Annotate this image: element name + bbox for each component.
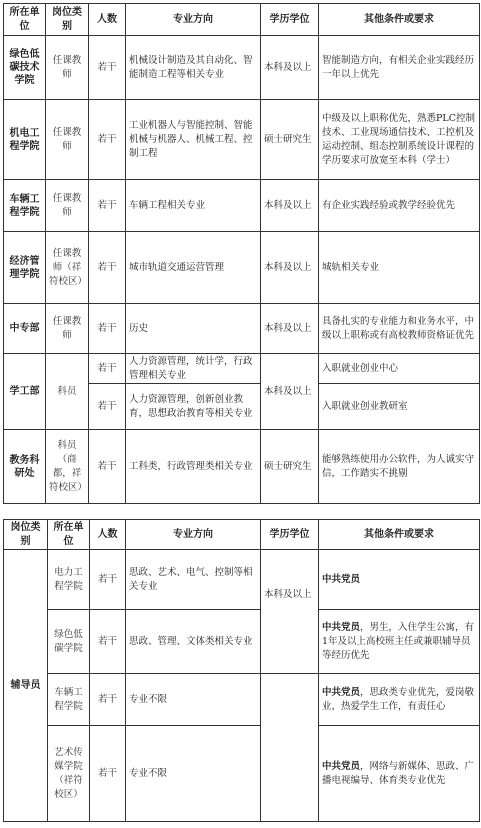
category-cell: 任课教师 bbox=[46, 304, 89, 354]
category-cell: 辅导员 bbox=[4, 550, 48, 822]
degree-cell: 本科及以上 bbox=[261, 304, 319, 354]
requirements-cell: 有企业实践经验或教学经验优先 bbox=[319, 180, 480, 232]
party-member-requirement: 中共党员 bbox=[322, 686, 361, 698]
major-cell: 历史 bbox=[126, 304, 261, 354]
unit-cell: 车辆工程学院 bbox=[48, 674, 90, 726]
category-cell: 任课教师 bbox=[46, 180, 89, 232]
major-cell: 人力资源管理，统计学，行政管理相关专业 bbox=[126, 354, 261, 384]
requirements-cell: 具备扎实的专业能力和业务水平，中级以上职称或有高校教师资格证优先 bbox=[319, 304, 480, 354]
requirements-cell bbox=[319, 550, 480, 610]
party-member-requirement: 中共党员 bbox=[322, 573, 361, 585]
major-cell: 城市轨道交通运营管理 bbox=[126, 232, 261, 304]
requirements-cell: 入职就业创业教研室 bbox=[319, 384, 480, 430]
party-member-requirement: 中共党员 bbox=[322, 621, 361, 633]
unit-cell: 机电工程学院 bbox=[4, 100, 46, 180]
requirements-cell bbox=[319, 610, 480, 674]
column-header: 所在单位 bbox=[48, 520, 90, 550]
column-header: 专业方向 bbox=[126, 4, 261, 36]
table-row bbox=[4, 430, 480, 504]
column-header: 其他条件或要求 bbox=[319, 520, 480, 550]
table-row bbox=[4, 180, 480, 232]
requirements-cell: 能够熟练使用办公软件，为人诚实守信，工作踏实不挑剔 bbox=[319, 430, 480, 504]
unit-cell: 绿色低碳技术学院 bbox=[4, 36, 46, 100]
unit-cell: 中专部 bbox=[4, 304, 46, 354]
category-cell: 科员 bbox=[46, 354, 89, 430]
degree-cell: 硕士研究生 bbox=[261, 100, 319, 180]
column-header: 人数 bbox=[90, 520, 126, 550]
count-cell: 若干 bbox=[89, 232, 126, 304]
category-cell: 任课教师 bbox=[46, 100, 89, 180]
major-cell: 思政、管理、文体类相关专业 bbox=[126, 610, 261, 674]
major-cell: 专业不限 bbox=[126, 674, 261, 726]
count-cell: 若干 bbox=[90, 550, 126, 610]
recruitment-table-faculty bbox=[3, 3, 480, 504]
unit-cell: 绿色低碳学院 bbox=[48, 610, 90, 674]
degree-cell: 硕士研究生 bbox=[261, 430, 319, 504]
count-cell: 若干 bbox=[90, 726, 126, 822]
party-member-requirement: 中共党员 bbox=[322, 760, 361, 772]
count-cell: 若干 bbox=[89, 384, 126, 430]
requirements-cell bbox=[319, 726, 480, 822]
column-header: 专业方向 bbox=[126, 520, 261, 550]
unit-cell: 学工部 bbox=[4, 354, 46, 430]
column-header: 学历学位 bbox=[261, 4, 319, 36]
table-row bbox=[4, 550, 480, 610]
column-header: 岗位类别 bbox=[46, 4, 89, 36]
major-cell: 思政、艺术、电气、控制等相关专业 bbox=[126, 550, 261, 610]
table-header-row bbox=[4, 4, 480, 36]
count-cell: 若干 bbox=[89, 304, 126, 354]
degree-cell: 本科及以上 bbox=[261, 36, 319, 100]
major-cell: 工科类，行政管理类相关专业 bbox=[126, 430, 261, 504]
column-header: 学历学位 bbox=[261, 520, 319, 550]
unit-cell: 教务科研处 bbox=[4, 430, 46, 504]
table-row bbox=[4, 354, 480, 384]
count-cell: 若干 bbox=[90, 610, 126, 674]
major-cell: 车辆工程相关专业 bbox=[126, 180, 261, 232]
unit-cell: 电力工程学院 bbox=[48, 550, 90, 610]
table-row bbox=[4, 726, 480, 822]
column-header: 其他条件或要求 bbox=[319, 4, 480, 36]
column-header: 人数 bbox=[89, 4, 126, 36]
table-row bbox=[4, 610, 480, 674]
category-cell: 任课教师 bbox=[46, 36, 89, 100]
table-row bbox=[4, 304, 480, 354]
degree-cell: 本科及以上 bbox=[261, 180, 319, 232]
unit-cell: 经济管理学院 bbox=[4, 232, 46, 304]
degree-cell: 本科及以上 bbox=[261, 550, 319, 674]
requirements-cell bbox=[319, 674, 480, 726]
count-cell: 若干 bbox=[89, 354, 126, 384]
column-header: 岗位类别 bbox=[4, 520, 48, 550]
major-cell: 人力资源管理，创新创业教育，思想政治教育等相关专业 bbox=[126, 384, 261, 430]
requirements-cell: 中级及以上职称优先，熟悉PLC控制技术、工业现场通信技术、工控机及运动控制、组态控制系统设计课程的学历要求可放宽至本科（学士） bbox=[319, 100, 480, 180]
table-row bbox=[4, 674, 480, 726]
table-row bbox=[4, 232, 480, 304]
degree-cell-empty bbox=[261, 674, 319, 822]
requirements-cell: 入职就业创业中心 bbox=[319, 354, 480, 384]
major-cell: 专业不限 bbox=[126, 726, 261, 822]
requirements-cell: 智能制造方向，有相关企业实践经历一年以上优先 bbox=[319, 36, 480, 100]
count-cell: 若干 bbox=[89, 430, 126, 504]
table-row bbox=[4, 36, 480, 100]
requirements-text: ，网络与新媒体、思政、广播电视编导、体育类专业优先 bbox=[322, 760, 475, 786]
table-row bbox=[4, 100, 480, 180]
count-cell: 若干 bbox=[89, 36, 126, 100]
unit-cell: 艺术传媒学院（祥符校区） bbox=[48, 726, 90, 822]
requirements-cell: 城轨相关专业 bbox=[319, 232, 480, 304]
table-header-row bbox=[4, 520, 480, 550]
recruitment-table-counselor bbox=[3, 519, 480, 822]
count-cell: 若干 bbox=[89, 100, 126, 180]
major-cell: 机械设计制造及其自动化、智能制造工程等相关专业 bbox=[126, 36, 261, 100]
category-cell: 科员（商都，祥符校区） bbox=[46, 430, 89, 504]
degree-cell: 本科及以上 bbox=[261, 354, 319, 430]
unit-cell: 车辆工程学院 bbox=[4, 180, 46, 232]
count-cell: 若干 bbox=[89, 180, 126, 232]
category-cell: 任课教师（祥符校区） bbox=[46, 232, 89, 304]
count-cell: 若干 bbox=[90, 674, 126, 726]
column-header: 所在单位 bbox=[4, 4, 46, 36]
degree-cell: 本科及以上 bbox=[261, 232, 319, 304]
requirements-text: ，思政类专业优先，爱岗敬业，热爱学生工作，有责任心 bbox=[322, 686, 475, 712]
requirements-text: ，男生，入住学生公寓，有1年及以上高校班主任或兼职辅导员等经历优先 bbox=[322, 621, 475, 661]
major-cell: 工业机器人与智能控制、智能机械与机器人、机械工程、控制工程 bbox=[126, 100, 261, 180]
